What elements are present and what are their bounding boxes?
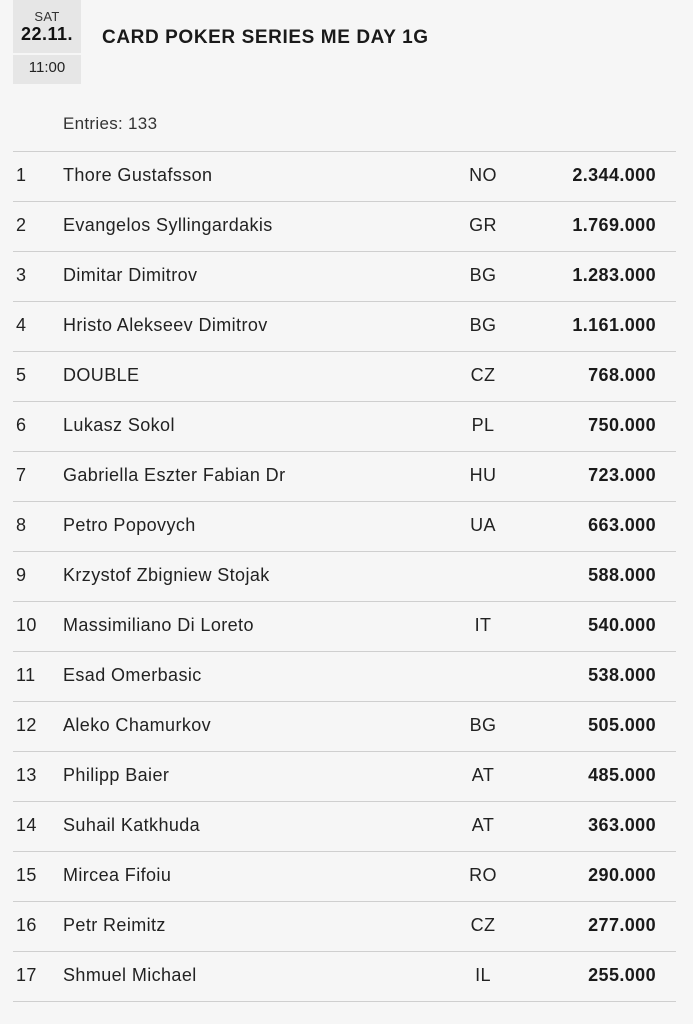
- table-row: [13, 602, 676, 652]
- country-cell: CZ: [470, 365, 496, 385]
- rank-cell: 8: [16, 515, 27, 535]
- chip-count-cell: 255.000: [588, 965, 656, 985]
- player-name-cell: Mircea Fifoiu: [63, 865, 172, 885]
- chip-count-cell: 277.000: [588, 915, 656, 935]
- event-date: 22.11.: [20, 24, 74, 44]
- table-row: [13, 252, 676, 302]
- player-name-cell: Petr Reimitz: [63, 915, 166, 935]
- player-name-cell: Lukasz Sokol: [63, 415, 175, 435]
- player-name-cell: Thore Gustafsson: [63, 165, 213, 185]
- player-name-cell: Aleko Chamurkov: [63, 715, 212, 735]
- table-row: [13, 302, 676, 352]
- table-row: [13, 902, 676, 952]
- chip-count-cell: 750.000: [588, 415, 656, 435]
- rank-cell: 10: [16, 615, 37, 635]
- rank-cell: 1: [16, 165, 27, 185]
- event-time: 11:00: [28, 59, 66, 76]
- rank-cell: 17: [16, 965, 37, 985]
- country-cell: HU: [469, 465, 497, 485]
- country-cell: IT: [474, 615, 492, 635]
- chip-count-cell: 588.000: [588, 565, 656, 585]
- rank-cell: 16: [16, 915, 37, 935]
- player-name-cell: Massimiliano Di Loreto: [63, 615, 254, 635]
- player-name-cell: Evangelos Syllingardakis: [63, 215, 273, 235]
- chip-count-cell: 540.000: [588, 615, 656, 635]
- chip-count-cell: 538.000: [588, 665, 656, 685]
- player-name-cell: Hristo Alekseev Dimitrov: [63, 315, 268, 335]
- table-row: [13, 952, 676, 1002]
- rank-cell: 2: [16, 215, 27, 235]
- table-row: [13, 752, 676, 802]
- table-row: [13, 452, 676, 502]
- country-cell: BG: [469, 265, 497, 285]
- table-row: [13, 202, 676, 252]
- chip-count-cell: 723.000: [588, 465, 656, 485]
- table-row: [13, 802, 676, 852]
- country-cell: CZ: [470, 915, 496, 935]
- chip-count-cell: 290.000: [588, 865, 656, 885]
- rank-cell: 3: [16, 265, 27, 285]
- country-cell: BG: [469, 715, 497, 735]
- chip-count-cell: 768.000: [588, 365, 656, 385]
- player-name-cell: Philipp Baier: [63, 765, 170, 785]
- rank-cell: 7: [16, 465, 27, 485]
- rank-cell: 15: [16, 865, 37, 885]
- event-title: CARD POKER SERIES ME DAY 1G: [102, 27, 429, 48]
- rank-cell: 12: [16, 715, 37, 735]
- country-cell: RO: [469, 865, 497, 885]
- table-row: [13, 652, 676, 702]
- table-row: [13, 552, 676, 602]
- chip-count-cell: 1.769.000: [572, 215, 656, 235]
- country-cell: PL: [471, 415, 495, 435]
- player-name-cell: Suhail Katkhuda: [63, 815, 201, 835]
- chip-count-cell: 1.161.000: [572, 315, 656, 335]
- chip-count-cell: 2.344.000: [572, 165, 656, 185]
- rank-cell: 14: [16, 815, 37, 835]
- chip-count-cell: 663.000: [588, 515, 656, 535]
- table-row: [13, 502, 676, 552]
- country-cell: AT: [471, 765, 495, 785]
- table-row: [13, 852, 676, 902]
- event-day: SAT: [34, 9, 60, 24]
- rank-cell: 9: [16, 565, 27, 585]
- date-divider: [13, 53, 81, 55]
- table-row: [13, 352, 676, 402]
- event-date-badge: [13, 0, 81, 84]
- chip-count-cell: 363.000: [588, 815, 656, 835]
- player-name-cell: Krzystof Zbigniew Stojak: [63, 565, 270, 585]
- player-name-cell: Gabriella Eszter Fabian Dr: [63, 465, 286, 485]
- chip-count-cell: 505.000: [588, 715, 656, 735]
- table-row: [13, 702, 676, 752]
- chip-count-cell: 1.283.000: [572, 265, 656, 285]
- player-name-cell: DOUBLE: [63, 365, 140, 385]
- country-cell: UA: [470, 515, 496, 535]
- results-table: [13, 151, 676, 1002]
- country-cell: GR: [469, 215, 497, 235]
- country-cell: AT: [471, 815, 495, 835]
- country-cell: BG: [469, 315, 497, 335]
- chip-count-cell: 485.000: [588, 765, 656, 785]
- rank-cell: 6: [16, 415, 27, 435]
- player-name-cell: Dimitar Dimitrov: [63, 265, 198, 285]
- rank-cell: 11: [16, 665, 36, 685]
- table-row: [13, 152, 676, 202]
- rank-cell: 13: [16, 765, 37, 785]
- table-row: [13, 402, 676, 452]
- player-name-cell: Esad Omerbasic: [63, 665, 202, 685]
- country-cell: IL: [475, 965, 491, 985]
- player-name-cell: Shmuel Michael: [63, 965, 197, 985]
- country-cell: NO: [469, 165, 497, 185]
- player-name-cell: Petro Popovych: [63, 515, 196, 535]
- entries-count: Entries: 133: [63, 114, 158, 133]
- rank-cell: 4: [16, 315, 27, 335]
- rank-cell: 5: [16, 365, 27, 385]
